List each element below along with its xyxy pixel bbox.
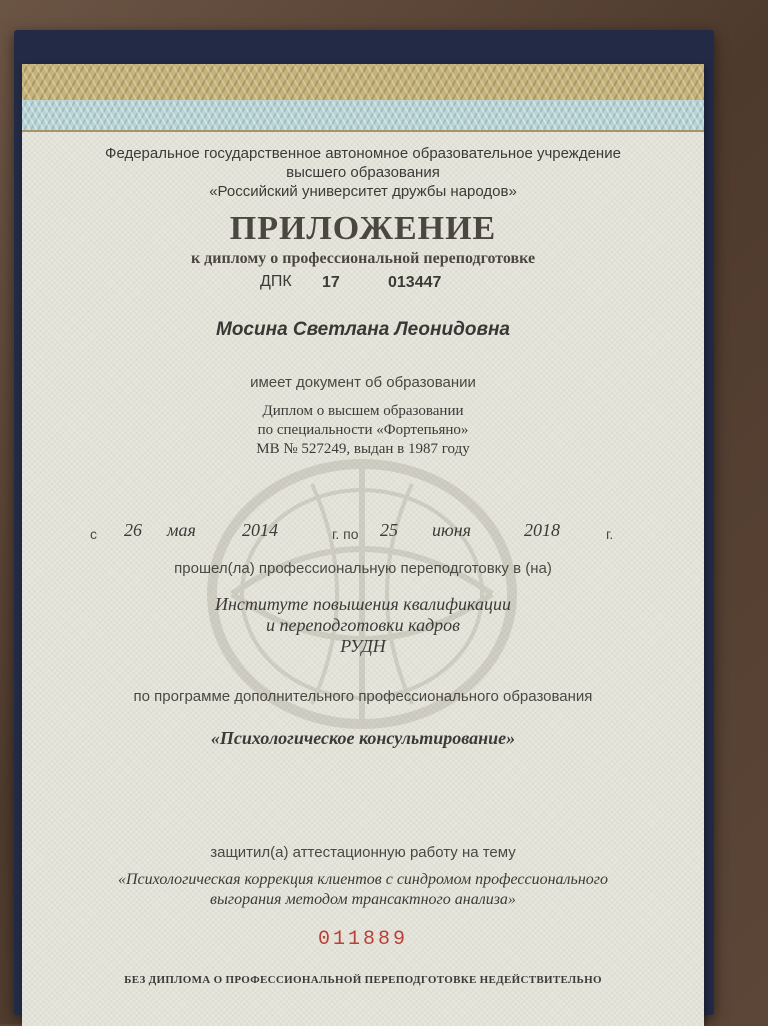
prior-education-line-3: МВ № 527249, выдан в 1987 году [256, 441, 470, 457]
footer-validity-note: БЕЗ ДИПЛОМА О ПРОФЕССИОНАЛЬНОЙ ПЕРЕПОДГОТОВКЕ НЕДЕЙСТВИТЕЛЬНО [124, 974, 602, 986]
organization-line-3: РУДН [340, 636, 386, 656]
period-from-month: мая [167, 520, 196, 540]
guilloche-band-blue [22, 100, 704, 130]
document-subtitle: к диплому о профессиональной переподготовке [190, 250, 536, 267]
program-name: «Психологическое консультирование» [210, 728, 516, 748]
period-to-year: 2018 [524, 520, 560, 540]
thesis-caption: защитил(а) аттестационную работу на тему [210, 844, 516, 861]
prior-education-caption: имеет документ об образовании [250, 374, 476, 391]
diploma-series-label: ДПК [260, 273, 292, 290]
prior-education-line-1: Диплом о высшем образовании [262, 403, 464, 419]
program-caption: по программе дополнительного профессионального образования [133, 688, 593, 705]
period-to-month: июня [432, 520, 471, 540]
prior-education-block [22, 402, 704, 459]
diploma-cover [14, 30, 714, 1015]
organization-line-2: и переподготовки кадров [266, 615, 460, 635]
diploma-number: 013447 [388, 274, 442, 291]
prior-education-line-2: по специальности «Фортепьяно» [257, 422, 469, 438]
thesis-line-2: выгорания методом трансактного анализа» [210, 891, 516, 908]
diploma-series: 17 [322, 274, 340, 291]
institution-header [22, 144, 704, 201]
period-from-day: 26 [124, 520, 142, 540]
retraining-caption: прошел(ла) профессиональную переподготовку в (на) [174, 560, 552, 577]
organization-block [22, 594, 704, 657]
diploma-page [22, 64, 704, 1026]
period-from-year: 2014 [242, 520, 278, 540]
serial-number: 011889 [317, 928, 408, 951]
document-title: ПРИЛОЖЕНИЕ [229, 210, 497, 247]
thesis-topic [22, 870, 704, 910]
institution-line-3: «Российский университет дружбы народов» [209, 183, 517, 200]
institution-line-1: Федеральное государственное автономное образовательное учреждение [105, 145, 621, 162]
guilloche-band-gold [22, 64, 704, 100]
period-to-prefix: г. по [332, 526, 359, 542]
institution-line-2: высшего образования [286, 164, 440, 181]
period-year-suffix: г. [606, 526, 614, 542]
thesis-line-1: «Психологическая коррекция клиентов с синдромом профессионального [117, 871, 608, 888]
period-to-day: 25 [380, 520, 398, 540]
organization-line-1: Институте повышения квалификации [214, 594, 512, 614]
holder-name: Мосина Светлана Леонидовна [216, 319, 510, 340]
band-divider [22, 130, 704, 132]
period-from-prefix: с [90, 526, 97, 542]
